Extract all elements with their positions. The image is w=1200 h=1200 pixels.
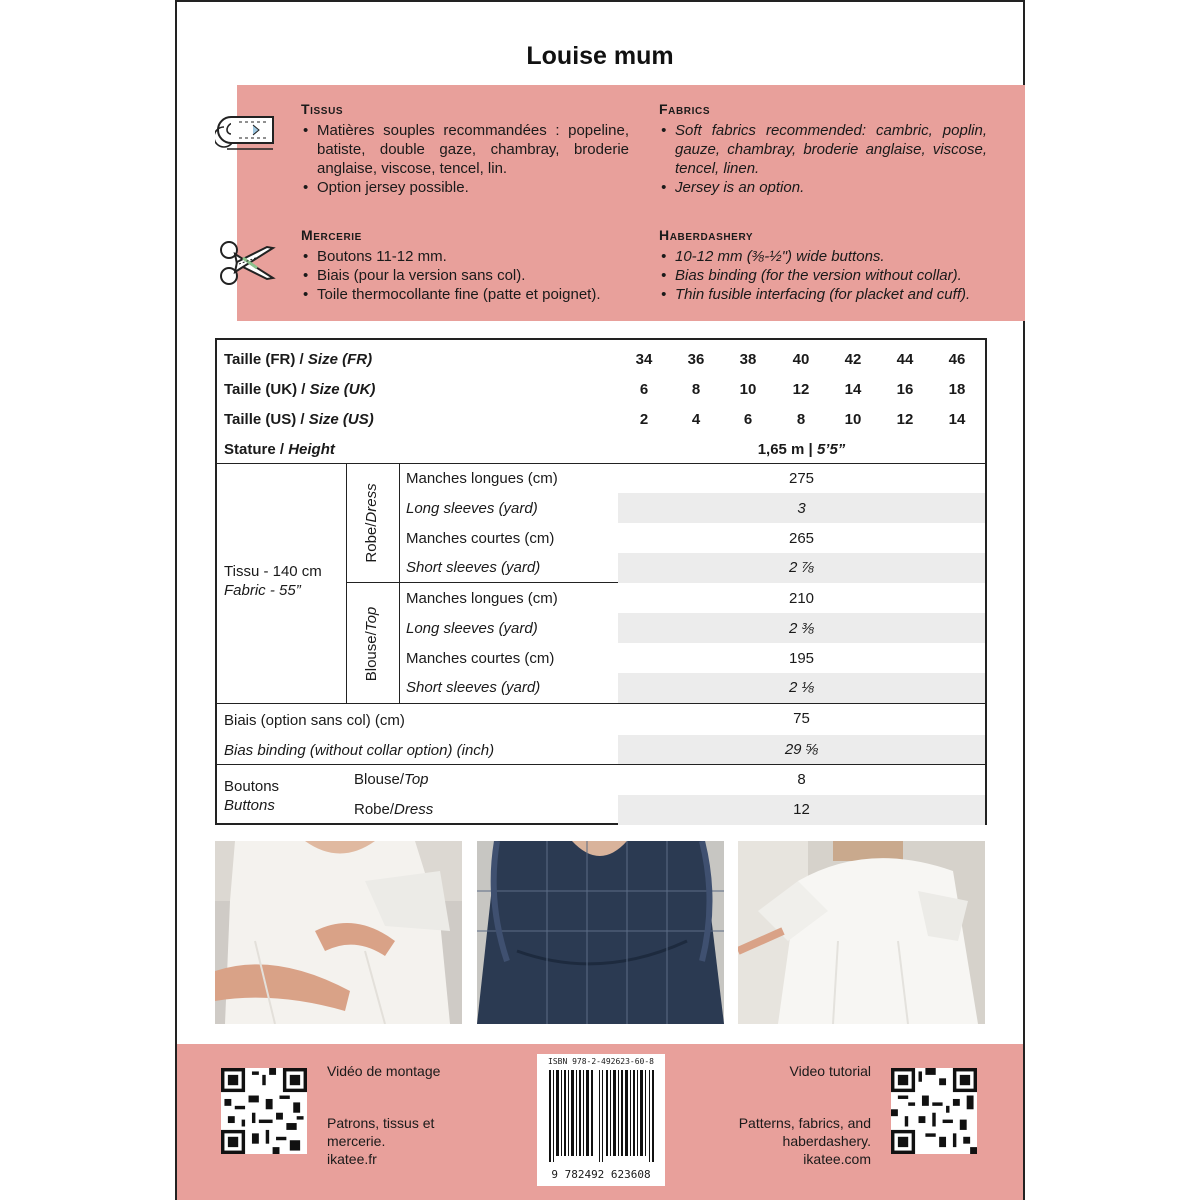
top-short-cm-value: 195 (788, 650, 815, 667)
size-chart-table (215, 338, 987, 825)
dress-long-cm-value: 275 (788, 470, 815, 487)
list-item: • Option jersey possible. (301, 178, 629, 197)
size-value: 12 (896, 411, 914, 428)
row-label: Size (FR) (307, 351, 373, 368)
scissors-icon (217, 238, 277, 288)
photo-white-blouse-flutter-sleeve (738, 841, 985, 1024)
size-value: 8 (691, 381, 701, 398)
bias-inch-value: 29 ⅝ (784, 741, 819, 758)
footer (177, 1044, 1023, 1200)
size-value: 16 (896, 381, 914, 398)
row-label: Size (UK) (309, 381, 376, 398)
buttons-dress-label (354, 795, 433, 825)
top-long-yd-label: Long sleeves (yard) (406, 620, 538, 637)
list-item: • Soft fabrics recommended: cambric, poplin, gauze, chambray, broderie anglaise, viscose, tencel, linen. (659, 121, 987, 178)
photo-white-dress-arms-crossed (215, 841, 462, 1024)
size-value: 34 (635, 351, 653, 368)
size-value: 12 (792, 381, 810, 398)
table-row (217, 405, 985, 435)
buttons-dress-fr: Robe/ (354, 801, 395, 818)
dress-long-cm-label: Manches longues (cm) (406, 470, 558, 487)
fabric-width-label (224, 562, 322, 602)
row-label: Taille (US) / (224, 411, 305, 428)
height-value (618, 435, 985, 465)
shop-fr-text (327, 1114, 434, 1168)
list-item: • Bias binding (for the version without collar). (659, 266, 999, 285)
buttons-top-label (354, 765, 429, 795)
top-long-cm-label: Manches longues (cm) (406, 590, 558, 607)
fabric-width-en: Fabric - 55” (224, 582, 301, 599)
size-value: 14 (948, 411, 966, 428)
haberdashery-heading: Haberdashery (659, 227, 754, 243)
size-value: 18 (948, 381, 966, 398)
dress-en: Dress (363, 483, 380, 523)
buttons-top-en: Top (404, 771, 429, 788)
top-short-cm-label: Manches courtes (cm) (406, 650, 555, 667)
size-value: 44 (896, 351, 914, 368)
haberdashery-section (659, 226, 999, 304)
size-value: 6 (639, 381, 649, 398)
size-value: 42 (844, 351, 862, 368)
row-label: Taille (UK) / (224, 381, 306, 398)
top-en: Top (363, 606, 380, 632)
dress-short-cm-label: Manches courtes (cm) (406, 530, 555, 547)
tissus-section (301, 100, 629, 197)
buttons-en: Buttons (224, 797, 275, 814)
top-short-yd-value: 2 ⅛ (788, 679, 815, 696)
top-long-yd-value: 2 ⅜ (788, 620, 815, 637)
video-fr-text: Vidéo de montage (327, 1063, 441, 1079)
site-en-link[interactable]: ikatee.com (803, 1151, 871, 1167)
buttons-dress-en: Dress (394, 801, 434, 818)
fabric-roll-icon (215, 105, 277, 157)
size-value: 2 (639, 411, 649, 428)
list-item: • Toile thermocollante fine (patte et poignet). (301, 285, 637, 304)
buttons-label (224, 777, 279, 817)
size-value: 4 (691, 411, 701, 428)
shop-fr-line: mercerie. (327, 1133, 386, 1149)
barcode (537, 1054, 665, 1186)
bias-cm-label: Biais (option sans col) (cm) (224, 712, 405, 729)
shop-en-line: haberdashery. (782, 1133, 871, 1149)
dress-long-yd-value: 3 (797, 500, 806, 517)
dress-group-label (357, 468, 387, 578)
fabrics-section (659, 100, 987, 197)
bias-inch-label: Bias binding (without collar option) (inch) (224, 742, 495, 759)
dress-fr: Robe/ (363, 522, 380, 563)
height-metric: 1,65 m | (757, 441, 813, 458)
list-item: • 10-12 mm (⅜-½") wide buttons. (659, 247, 999, 266)
dress-long-yd-label: Long sleeves (yard) (406, 500, 538, 517)
size-value: 6 (743, 411, 753, 428)
list-item: • Jersey is an option. (659, 178, 987, 197)
size-value: 14 (844, 381, 862, 398)
list-item: • Boutons 11-12 mm. (301, 247, 637, 266)
top-group-label (357, 589, 387, 699)
row-label: Height (288, 441, 335, 458)
dress-short-yd-label: Short sleeves (yard) (406, 559, 541, 576)
row-label: Stature / (224, 441, 285, 458)
buttons-top-value: 8 (797, 771, 806, 788)
photo-navy-plaid-blouse (477, 841, 724, 1024)
video-en-text: Video tutorial (789, 1063, 871, 1079)
site-fr-link[interactable]: ikatee.fr (327, 1151, 377, 1167)
row-label: Size (US) (308, 411, 374, 428)
buttons-dress-value: 12 (793, 801, 810, 818)
top-short-yd-label: Short sleeves (yard) (406, 679, 541, 696)
height-imperial: 5’5” (816, 441, 846, 458)
shop-fr-line: Patrons, tissus et (327, 1115, 435, 1131)
tissus-heading: Tissus (301, 101, 344, 117)
size-value: 10 (739, 381, 757, 398)
buttons-fr: Boutons (224, 778, 280, 795)
size-value: 8 (796, 411, 806, 428)
top-fr: Blouse/ (363, 631, 380, 682)
mercerie-heading: Mercerie (301, 227, 362, 243)
size-value: 46 (948, 351, 966, 368)
list-item: • Biais (pour la version sans col). (301, 266, 637, 285)
fabric-width-fr: Tissu - 140 cm (224, 563, 322, 580)
size-value: 10 (844, 411, 862, 428)
barcode-number: 9 782492 623608 (551, 1168, 651, 1181)
pattern-back-cover (175, 0, 1025, 1200)
size-value: 36 (687, 351, 705, 368)
list-item: • Matières souples recommandées : popeline, batiste, double gaze, chambray, broderie anglaise, viscose, tencel, lin. (301, 121, 629, 178)
barcode-icon (549, 1070, 655, 1162)
bias-cm-value: 75 (793, 710, 810, 727)
table-row (217, 345, 985, 375)
buttons-top-fr: Blouse/ (354, 771, 405, 788)
fabrics-heading: Fabrics (659, 101, 711, 117)
table-row (217, 435, 985, 465)
dress-short-cm-value: 265 (788, 530, 815, 547)
shop-en-line: Patterns, fabrics, and (738, 1115, 871, 1131)
size-value: 40 (792, 351, 810, 368)
dress-short-yd-value: 2 ⅞ (788, 559, 815, 576)
mercerie-section (301, 226, 637, 304)
qr-code-icon[interactable] (221, 1068, 307, 1154)
row-label: Taille (FR) / (224, 351, 304, 368)
isbn-text: ISBN 978-2-492623-60-8 (548, 1057, 654, 1066)
page-title: Louise mum (526, 42, 674, 70)
qr-code-icon[interactable] (891, 1068, 977, 1154)
top-long-cm-value: 210 (788, 590, 815, 607)
size-value: 38 (739, 351, 757, 368)
list-item: • Thin fusible interfacing (for placket and cuff). (659, 285, 999, 304)
shop-en-text (739, 1114, 871, 1168)
table-row (217, 375, 985, 405)
